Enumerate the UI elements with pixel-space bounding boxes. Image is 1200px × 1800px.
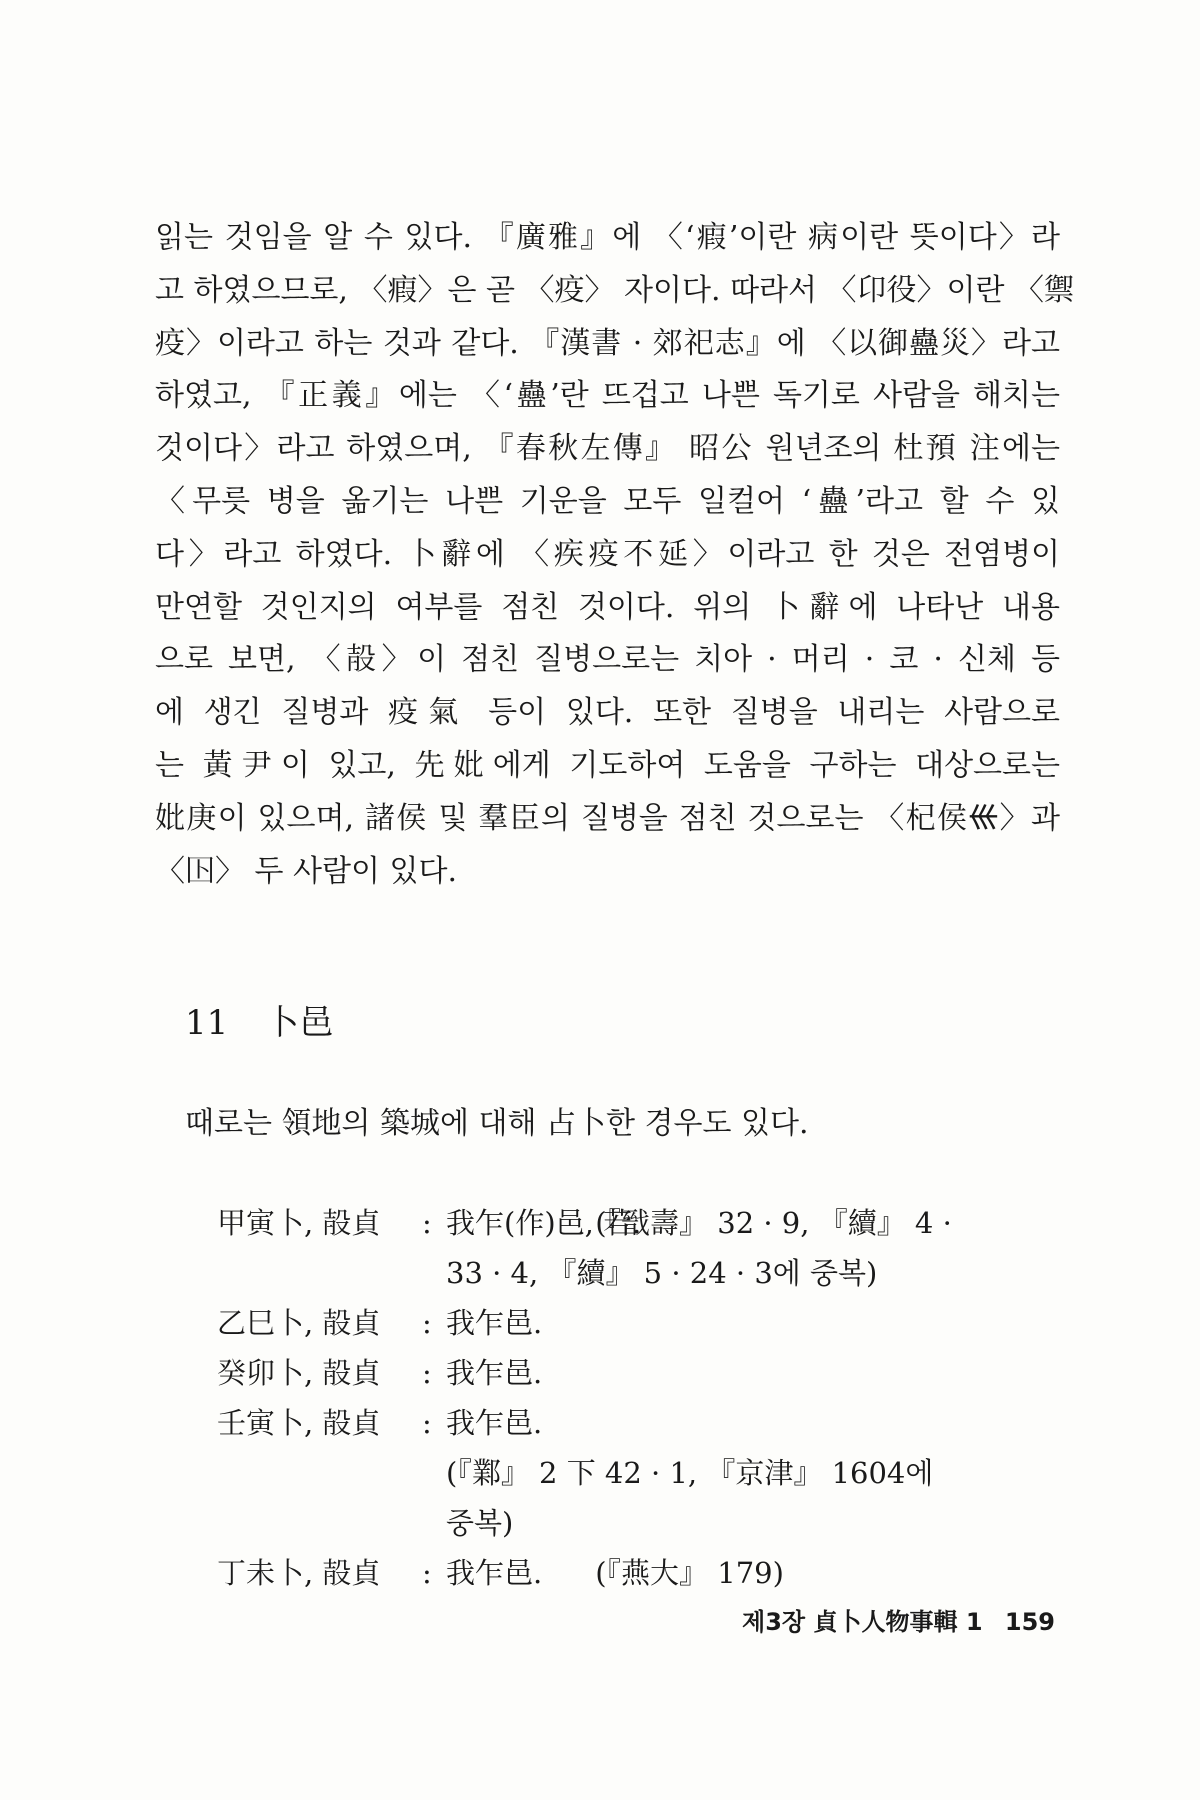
- page-number: 159: [1004, 1608, 1055, 1636]
- entry-text: 我乍(作)邑, 若.: [446, 1206, 642, 1240]
- entry-text: 我乍邑.: [446, 1556, 543, 1590]
- divination-entry: [217, 1198, 1072, 1248]
- body-line: 다〉라고 하였다. 卜辭에 〈疾疫不延〉이라고 한 것은 전염병이: [155, 536, 1060, 572]
- section-heading: [185, 995, 333, 1044]
- entry-source: (『燕大』 179): [595, 1556, 784, 1590]
- body-line: 것이다〉라고 하였으며, 『春秋左傳』 昭公 원년조의 杜預 注에는: [155, 431, 1060, 467]
- entry-body: [446, 1548, 1072, 1598]
- entry-body: [446, 1398, 1072, 1498]
- body-line: 읽는 것임을 알 수 있다. 『廣雅』에 〈‘瘕’이란 病이란 뜻이다〉라: [155, 220, 1060, 255]
- entry-colon: :: [422, 1406, 432, 1440]
- entry-lead: 壬寅卜, 㱿貞: [217, 1406, 381, 1440]
- entry-text: 我乍邑.: [446, 1406, 543, 1440]
- footer-chapter: 제3장 貞卜人物事輯 1: [742, 1608, 983, 1636]
- divination-entry: [217, 1398, 1072, 1498]
- running-footer: [728, 1602, 1055, 1637]
- divination-entry: [217, 1348, 1072, 1398]
- body-line: 으로 보면, 〈㱿〉이 점친 질병으로는 치아 · 머리 · 코 · 신체 등: [155, 642, 1060, 678]
- entry-source: (『鄴』 2 下 42 · 1, 『京津』 1604에: [446, 1456, 934, 1490]
- body-line: 하였고, 『正義』에는 〈‘蠱’란 뜨겁고 나쁜 독기로 사람을 해치는: [155, 378, 1060, 414]
- entry-colon: :: [422, 1356, 432, 1390]
- entry-colon: :: [422, 1556, 432, 1590]
- entry-body: [446, 1298, 1072, 1348]
- divination-entry: [217, 1548, 1072, 1598]
- entry-colon: :: [422, 1206, 432, 1240]
- divination-entry: [217, 1298, 1072, 1348]
- entry-lead: 乙巳卜, 㱿貞: [217, 1306, 381, 1340]
- body-paragraph: [155, 212, 1075, 898]
- entry-lead: 癸卯卜, 㱿貞: [217, 1356, 381, 1390]
- body-line: 妣庚이 있으며, 諸侯 및 羣臣의 질병을 점친 것으로는 〈杞侯𡿧〉과: [155, 800, 1060, 836]
- body-line: 疫〉이라고 하는 것과 같다. 『漢書 · 郊祀志』에 〈以御蠱災〉라고: [155, 325, 1060, 361]
- entry-colon: :: [422, 1306, 432, 1340]
- entry-lead: 丁未卜, 㱿貞: [217, 1556, 381, 1590]
- entry-text: 我乍邑.: [446, 1306, 543, 1340]
- entry-body: [446, 1348, 1072, 1398]
- section-number: 11: [185, 1003, 229, 1043]
- body-line: 고 하였으므로, 〈瘕〉은 곧 〈疫〉 자이다. 따라서 〈卬役〉이란 〈禦: [155, 272, 1075, 308]
- divination-entry-list: [217, 1198, 1072, 1598]
- body-line: 는 黃尹이 있고, 先妣에게 기도하여 도움을 구하는 대상으로는: [155, 747, 1060, 783]
- entry-continuation: 33 · 4, 『續』 5 · 24 · 3에 중복): [446, 1256, 878, 1290]
- body-line: 〈무릇 병을 옮기는 나쁜 기운을 모두 일컬어 ‘蠱’라고 할 수 있: [155, 483, 1060, 519]
- entry-lead: 甲寅卜, 㱿貞: [217, 1206, 381, 1240]
- entry-text: 我乍邑.: [446, 1356, 543, 1390]
- body-line: 만연할 것인지의 여부를 점친 것이다. 위의 卜辭에 나타난 내용: [155, 589, 1060, 625]
- entry-body: [446, 1198, 1072, 1248]
- body-line: 에 생긴 질병과 疫氣 등이 있다. 또한 질병을 내리는 사람으로: [155, 695, 1060, 731]
- section-intro: 때로는 領地의 築城에 대해 占卜한 경우도 있다.: [185, 1106, 809, 1141]
- entry-source: (『戩壽』 32 · 9, 『續』 4 ·: [595, 1206, 952, 1240]
- body-line: 〈𡆥〉 두 사람이 있다.: [155, 853, 458, 889]
- entry-continuation: 중복): [446, 1506, 514, 1540]
- section-title: 卜邑: [265, 1003, 334, 1043]
